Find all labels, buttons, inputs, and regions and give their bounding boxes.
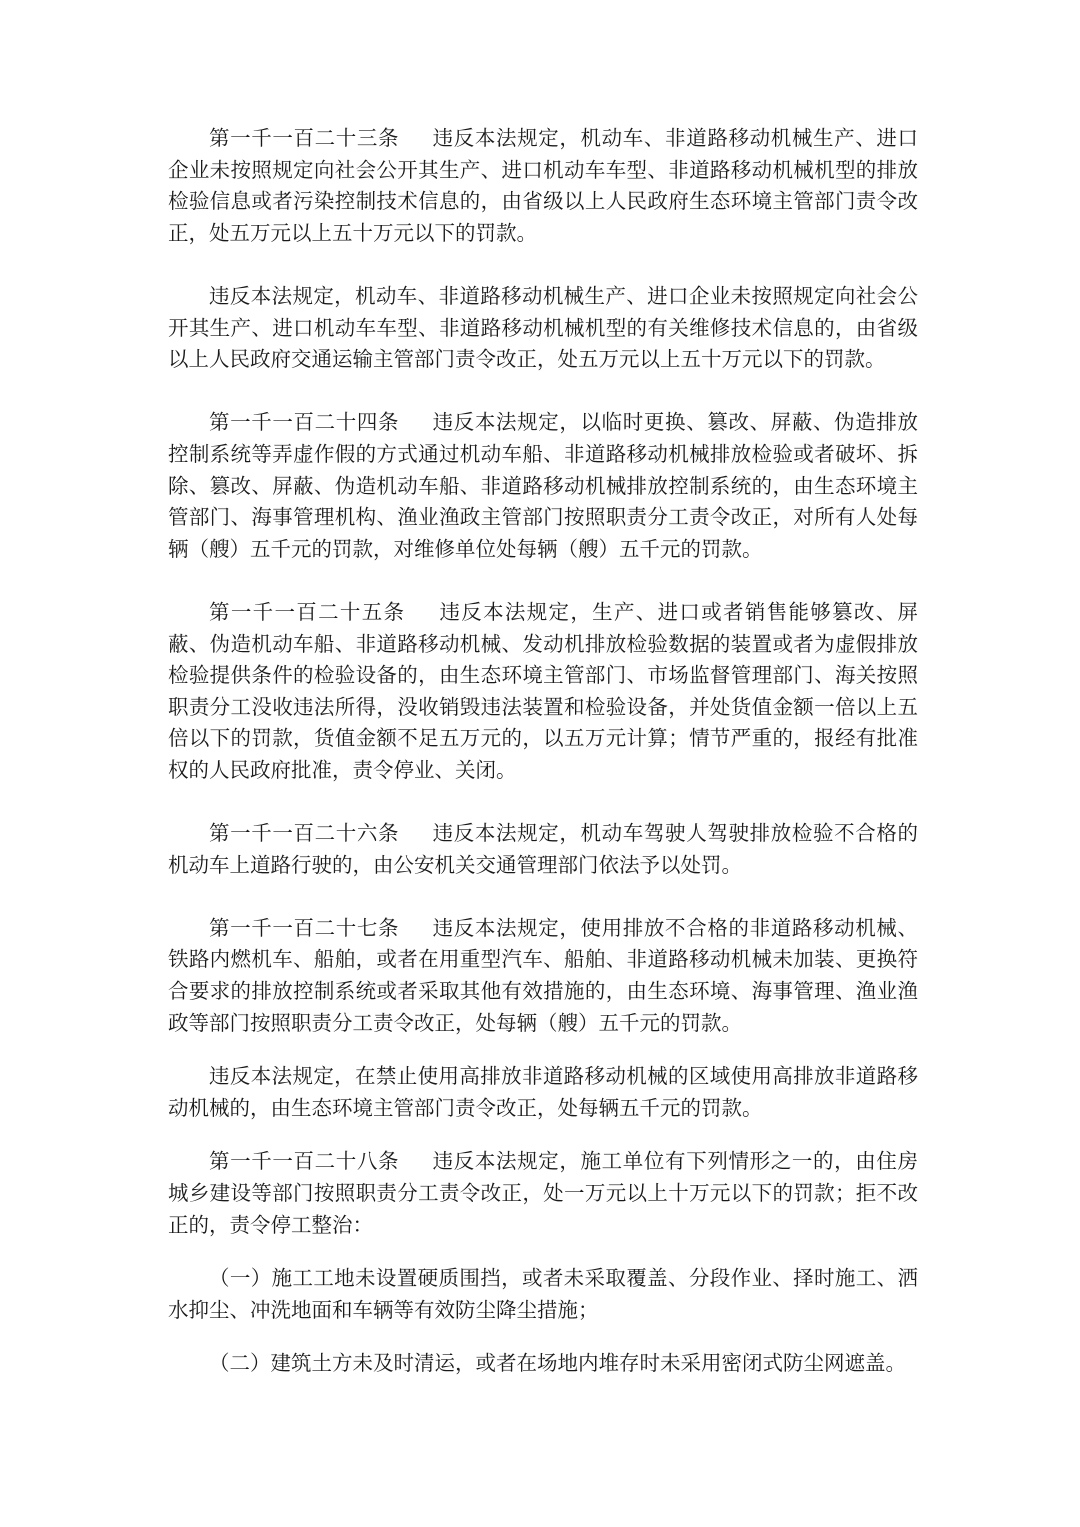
article-text: 违反本法规定，施工单位有下列情形之一的，由住房城乡建设等部门按照职责分工责令改正，处一万元以上十万元以下的罚款；拒不改正的，责令停工整治： xyxy=(168,1149,919,1237)
article-1128-item-1 xyxy=(168,1263,918,1326)
list-item-text: （二）建筑土方未及时清运，或者在场地内堆存时未采用密闭式防尘网遮盖。 xyxy=(209,1351,906,1376)
article-number: 第一千一百二十八条 xyxy=(209,1149,400,1174)
list-item-text: （一）施工工地未设置硬质围挡，或者未采取覆盖、分段作业、择时施工、洒水抑尘、冲洗地面和车辆等有效防尘降尘措施； xyxy=(168,1266,918,1322)
article-1123 xyxy=(168,123,918,249)
article-1127 xyxy=(168,913,918,1039)
article-number: 第一千一百二十三条 xyxy=(209,126,400,150)
article-text: 违反本法规定，使用排放不合格的非道路移动机械、铁路内燃机车、船舶，或者在用重型汽车、船舶、非道路移动机械未加装、更换符合要求的排放控制系统或者采取其他有效措施的，由生态环境、海事管理、渔业渔政等部门按照职责分工责令改正，处每辆（艘）五千元的罚款。 xyxy=(168,915,919,1035)
article-1123-paragraph-2 xyxy=(168,281,918,376)
article-number: 第一千一百二十七条 xyxy=(209,915,400,940)
article-1124 xyxy=(168,407,918,565)
article-number: 第一千一百二十五条 xyxy=(209,599,406,624)
paragraph-text: 违反本法规定，机动车、非道路移动机械生产、进口企业未按照规定向社会公开其生产、进口机动车车型、非道路移动机械机型的有关维修技术信息的，由省级以上人民政府交通运输主管部门责令改正，处五万元以上五十万元以下的罚款。 xyxy=(168,283,918,372)
article-1126 xyxy=(168,818,918,881)
article-1127-paragraph-2 xyxy=(168,1061,918,1124)
article-text: 违反本法规定，生产、进口或者销售能够篡改、屏蔽、伪造机动车船、非道路移动机械、发动机排放检验数据的装置或者为虚假排放检验提供条件的检验设备的，由生态环境主管部门、市场监督管理部门、海关按照职责分工没收违法所得，没收销毁违法装置和检验设备，并处货值金额一倍以上五倍以下的罚款，货值金额不足五万元的，以五万元计算；情节严重的，报经有批准权的人民政府批准，责令停业、关闭。 xyxy=(168,599,919,782)
document-body xyxy=(168,123,918,1380)
article-1128 xyxy=(168,1146,918,1241)
article-text: 违反本法规定，机动车驾驶人驾驶排放检验不合格的机动车上道路行驶的，由公安机关交通管理部门依法予以处罚。 xyxy=(168,821,919,877)
article-1125 xyxy=(168,597,918,787)
article-text: 违反本法规定，以临时更换、篡改、屏蔽、伪造排放控制系统等弄虚作假的方式通过机动车船、非道路移动机械排放检验或者破坏、拆除、篡改、屏蔽、伪造机动车船、非道路移动机械排放控制系统的，由生态环境主管部门、海事管理机构、渔业渔政主管部门按照职责分工责令改正，对所有人处每辆（艘）五千元的罚款，对维修单位处每辆（艘）五千元的罚款。 xyxy=(168,410,919,561)
article-number: 第一千一百二十六条 xyxy=(209,821,400,846)
article-number: 第一千一百二十四条 xyxy=(209,410,400,435)
paragraph-text: 违反本法规定，在禁止使用高排放非道路移动机械的区域使用高排放非道路移动机械的，由生态环境主管部门责令改正，处每辆五千元的罚款。 xyxy=(168,1064,918,1120)
article-text: 违反本法规定，机动车、非道路移动机械生产、进口企业未按照规定向社会公开其生产、进口机动车车型、非道路移动机械机型的排放检验信息或者污染控制技术信息的，由省级以上人民政府生态环境主管部门责令改正，处五万元以上五十万元以下的罚款。 xyxy=(168,126,919,245)
article-1128-item-2 xyxy=(168,1348,918,1380)
